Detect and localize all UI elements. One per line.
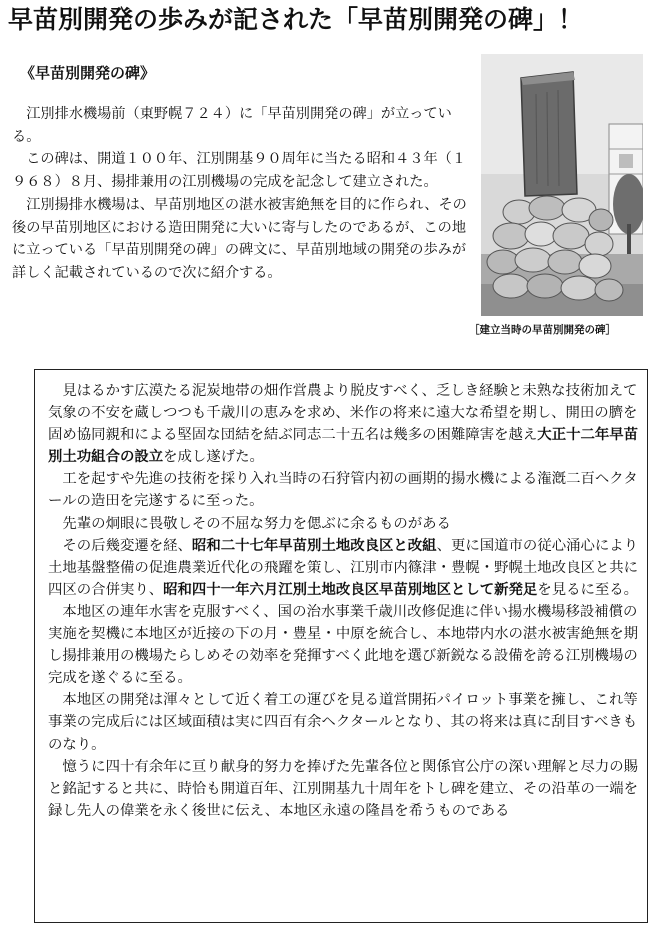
photo-caption: ［建立当時の早苗別開発の碑］ bbox=[469, 324, 616, 336]
intro-paragraph: 江別排水機場前（東野幌７２４）に「早苗別開発の碑」が立っている。 bbox=[12, 106, 452, 145]
inscription-paragraph: 本地区の開発は渾々として近く着工の運びを見る道営開拓パイロット事業を擁し、これ等事業の完成后には区域面積は実に四百有余ヘクタールとなり、其の将来は真に刮目すべきものなり。 bbox=[48, 692, 638, 753]
monument-photo-image bbox=[481, 54, 643, 316]
inscription-paragraph: 工を起すや先進の技術を採り入れ当時の石狩管内初の画期的揚水機による潅漑二百ヘクタールの造田を完遂するに至った。 bbox=[48, 471, 638, 510]
inscription-text-run: 見はるかす広漠たる泥炭地帯の畑作営農より脱皮すべく、乏しき経験と未熟な技術加えて気象の不安を蔵しつつも千歳川の恵みを求め、米作の将来に遠大な希望を期し、開田の臍を固め協同親和による堅固な団結を結ぶ同志二十五名は幾多の困難障害を越え bbox=[48, 383, 638, 444]
inscription-paragraph: 先輩の炯眼に畏敬しその不屈な努力を偲ぶに余るものがある bbox=[62, 515, 451, 532]
intro-paragraph: この碑は、開道１００年、江別開基９０周年に当たる昭和４３年（１９６８）８月、揚排兼用の江別機場の完成を記念して建立された。 bbox=[12, 151, 467, 191]
page-headline: 早苗別開発の歩みが記された「早苗別開発の碑」！ bbox=[8, 5, 584, 34]
intro-text bbox=[12, 103, 470, 285]
monument-photo bbox=[481, 54, 643, 316]
inscription-paragraph bbox=[48, 380, 640, 468]
inscription-paragraph: 憶うに四十有余年に亘り献身的努力を捧げた先輩各位と関係官公庁の深い理解と尽力の賜と銘記すると共に、時恰も開道百年、江別開基九十周年をトし碑を建立、その沿革の一端を録し先人の偉業を永く後世に伝え、本地区永遠の隆昌を希うものである bbox=[48, 758, 639, 819]
inscription-text-run: を見るに至る。 bbox=[537, 581, 639, 598]
inscription-paragraph: 本地区の連年水害を克服すべく、国の治水事業千歳川改修促進に伴い揚水機場移設補償の実施を契機に本地区が近接の下の月・豊星・中原を統合し、本地帯内水の湛水被害絶無を期し揚排兼用の機場たらしめその効率を発揮すべく此地を選び新鋭なる設備を誇る江別機場の完成を遂ぐるに至る。 bbox=[48, 603, 639, 687]
inscription-bold-run: 大正十二年早苗別土功組合の設立 bbox=[48, 427, 639, 466]
inscription-text-run: を成し遂げた。 bbox=[163, 449, 264, 466]
inscription-bold-run: 昭和四十一年六月江別土地改良区早苗別地区として新発足 bbox=[163, 581, 538, 598]
inscription-paragraph bbox=[48, 535, 640, 601]
intro-paragraph: 江別揚排水機場は、早苗別地区の湛水被害絶無を目的に作られ、その後の早苗別地区における造田開発に大いに寄与したのであるが、この地に立っている「早苗別開発の碑」の碑文に、早苗別地域の開発の歩みが詳しく記載されているので次に紹介する。 bbox=[12, 196, 467, 281]
inscription-bold-run: 昭和二十七年早苗別土地改良区と改組 bbox=[191, 537, 437, 554]
section-title: 《早苗別開発の碑》 bbox=[20, 64, 156, 82]
inscription-text-run: その后幾変遷を経、 bbox=[62, 537, 192, 554]
inscription-text bbox=[48, 380, 640, 822]
inscription-text-run: 、更に国道市の従心涌心により土地基盤整備の促進農業近代化の飛躍を策し、江別市内篠津・豊幌・野幌土地改良区と共に四区の合併実り、 bbox=[48, 537, 639, 598]
